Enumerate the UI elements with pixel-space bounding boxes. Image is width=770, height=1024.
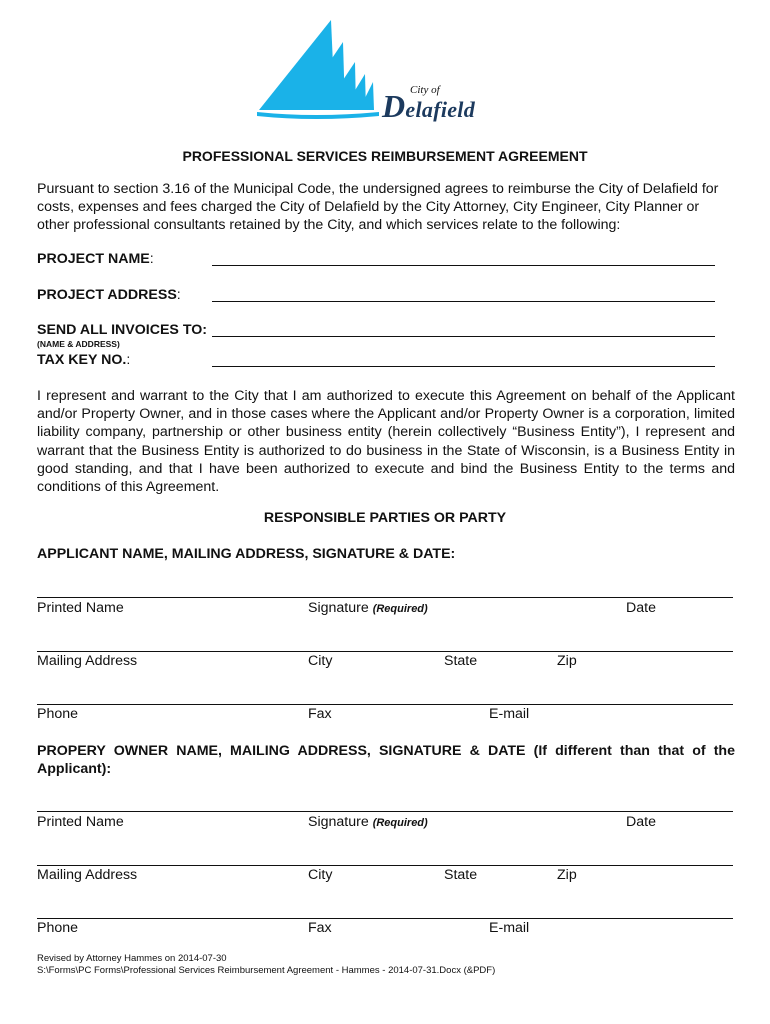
applicant-date-label: Date <box>626 600 656 616</box>
page-title: PROFESSIONAL SERVICES REIMBURSEMENT AGREEMENT <box>182 148 588 164</box>
owner-heading: PROPERY OWNER NAME, MAILING ADDRESS, SIGNATURE & DATE (If different than that of the Applicant): <box>37 743 735 777</box>
footer <box>37 953 495 977</box>
logo-city-of: City of <box>410 84 440 96</box>
project-address-field[interactable] <box>212 301 715 302</box>
applicant-signature-label: Signature (Required) <box>308 600 428 616</box>
footer-revised: Revised by Attorney Hammes on 2014-07-30 <box>37 953 227 964</box>
required-note: (Required) <box>372 817 428 829</box>
applicant-heading: APPLICANT NAME, MAILING ADDRESS, SIGNATURE & DATE: <box>37 546 456 562</box>
applicant-zip-label: Zip <box>557 653 577 669</box>
applicant-printed-name-label: Printed Name <box>37 600 124 616</box>
project-name-field[interactable] <box>212 265 715 266</box>
send-invoices-field[interactable] <box>212 336 715 337</box>
owner-date-label: Date <box>626 814 656 830</box>
owner-phone-line[interactable] <box>37 918 733 919</box>
owner-state-label: State <box>444 867 478 883</box>
required-note: (Required) <box>372 603 428 615</box>
owner-printed-name-label: Printed Name <box>37 814 124 830</box>
applicant-phone-label: Phone <box>37 706 79 722</box>
project-address-label: PROJECT ADDRESS: <box>37 287 181 303</box>
applicant-fax-label: Fax <box>308 706 332 722</box>
tax-key-label: TAX KEY NO.: <box>37 352 131 368</box>
owner-phone-label: Phone <box>37 920 79 936</box>
applicant-phone-line[interactable] <box>37 704 733 705</box>
owner-city-label: City <box>308 867 333 883</box>
owner-mailing-address-label: Mailing Address <box>37 867 138 883</box>
footer-file-path: S:\Forms\PC Forms\Professional Services Reimbursement Agreement - Hammes - 2014-07-31.Docx (&PDF) <box>37 965 496 976</box>
project-name-label: PROJECT NAME: <box>37 251 154 267</box>
logo-city-name: Delafield <box>382 88 476 124</box>
applicant-city-label: City <box>308 653 333 669</box>
applicant-email-label: E-mail <box>489 706 530 722</box>
representation-paragraph: I represent and warrant to the City that I am authorized to execute this Agreement on behalf of the Applicant and/or Property Owner, and in those cases where the Applicant and/or Property Owner is a corporation, limited liability company, partnership or other business entity (herein collectively “Business Entity”), I represent and warrant that the Business Entity is authorized to do business in the State of Wisconsin, is a Business Entity in good standing, and that I have been authorized to execute and bind the Business Entity to the terms and conditions of this Agreement. <box>37 388 735 496</box>
intro-paragraph: Pursuant to section 3.16 of the Municipal Code, the undersigned agrees to reimburse the City of Delafield for costs, expenses and fees charged the City of Delafield by the City Attorney, City Engineer, City Planner or other professional consultants retained by the City, and which services relate to the following: <box>37 181 719 234</box>
applicant-state-label: State <box>444 653 478 669</box>
responsible-parties-heading: RESPONSIBLE PARTIES OR PARTY <box>263 510 507 526</box>
owner-zip-label: Zip <box>557 867 577 883</box>
owner-address-line[interactable] <box>37 865 733 866</box>
owner-signature-line[interactable] <box>37 811 733 812</box>
applicant-signature-line[interactable] <box>37 597 733 598</box>
send-invoices-label: SEND ALL INVOICES TO: <box>37 322 208 338</box>
applicant-mailing-address-label: Mailing Address <box>37 653 138 669</box>
owner-email-label: E-mail <box>489 920 530 936</box>
owner-signature-label: Signature (Required) <box>308 814 428 830</box>
send-invoices-note: (NAME & ADDRESS) <box>37 339 120 349</box>
applicant-address-line[interactable] <box>37 651 733 652</box>
tax-key-field[interactable] <box>212 366 715 367</box>
owner-fax-label: Fax <box>308 920 332 936</box>
